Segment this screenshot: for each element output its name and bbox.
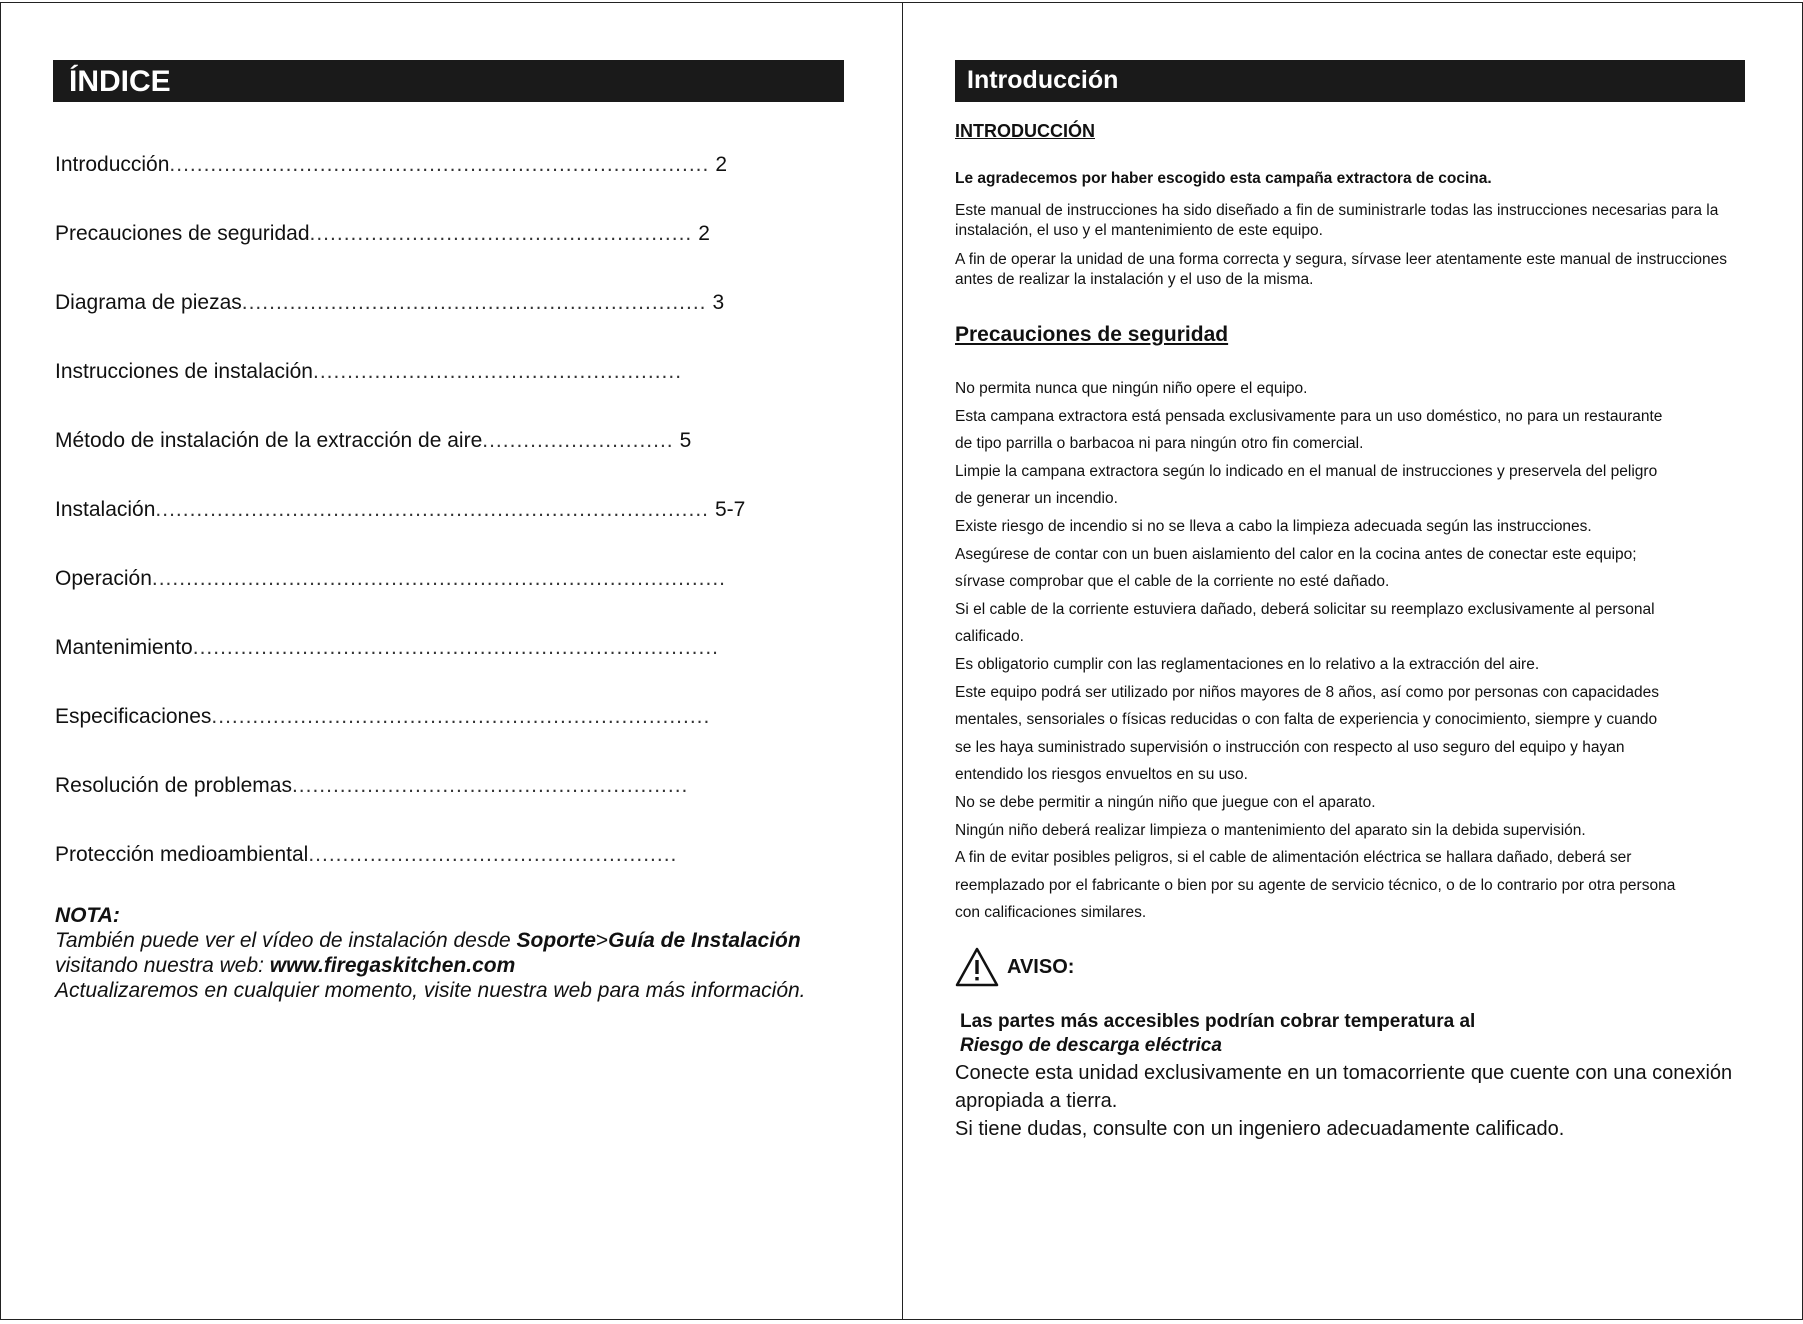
safety-line: mentales, sensoriales o físicas reducidas o con falta de experiencia y conocimiento, siempre y cuando [955,711,1658,729]
safety-line: de generar un incendio. [955,490,1118,508]
safety-line: Ningún niño deberá realizar limpieza o mantenimiento del aparato sin la debida supervisión. [955,821,1586,839]
warning-triangle-icon [955,947,999,987]
toc-item[interactable] [55,222,755,291]
note-line-2-text: visitando nuestra web: [55,954,270,977]
toc-item[interactable] [55,774,755,843]
warning-lines [960,1010,1475,1058]
note-line-1 [55,928,855,953]
toc-item-label: Resolución de problemas [55,774,292,797]
toc-item-label: Instrucciones de instalación [55,360,313,383]
warning-doubt-text: Si tiene dudas, consulte con un ingeniero adecuadamente calificado. [955,1118,1565,1140]
toc-item-label: Especificaciones [55,705,212,728]
table-of-contents [55,153,755,912]
safety-line: Existe riesgo de incendio si no se lleva a cabo la limpieza adecuada según las instrucciones. [955,517,1592,535]
safety-line: A fin de evitar posibles peligros, si el cable de alimentación eléctrica se hallara dañado, deberá ser [955,849,1632,867]
toc-item[interactable] [55,843,755,912]
safety-line: Si el cable de la corriente estuviera dañado, deberá solicitar su reemplazo exclusivamente al personal [955,600,1655,618]
toc-item-leader: ......................................................................... [211,705,711,728]
toc-item[interactable] [55,636,755,705]
toc-item[interactable] [55,153,755,222]
warning-hot-parts: Las partes más accesibles podrían cobrar temperatura al [960,1011,1476,1032]
toc-item-label: Introducción [55,153,170,176]
thanks-text: Le agradecemos por haber escogido esta campaña extractora de cocina. [955,170,1492,187]
note-separator: > [595,929,609,952]
safety-line: entendido los riesgos envueltos en su uso. [955,766,1248,784]
toc-item-page: 2 [698,222,710,245]
safety-heading: Precauciones de seguridad [955,323,1229,346]
toc-item-leader: ...................................................... [308,843,678,866]
toc-item[interactable] [55,291,755,360]
intro-paragraph-1: Este manual de instrucciones ha sido diseñado a fin de suministrarle todas las instrucciones necesarias para la instalación, el uso y el mantenimiento de este equipo. [955,202,1719,239]
toc-item-leader: .......................................................... [291,774,689,797]
safety-line: Asegúrese de contar con un buen aislamiento del calor en la cocina antes de conectar este equipo; [955,545,1637,563]
safety-line: de tipo parrilla o barbacoa ni para ningún otro fin comercial. [955,435,1364,453]
toc-item[interactable] [55,429,755,498]
index-title-bar [53,60,844,102]
safety-line: Este equipo podrá ser utilizado por niños mayores de 8 años, así como por personas con capacidades [955,683,1659,701]
toc-item-leader: .................................................................................... [151,567,726,590]
warning-label: AVISO: [1007,955,1075,978]
safety-line: con calificaciones similares. [955,904,1147,922]
safety-line: calificado. [955,628,1024,646]
toc-item-leader: .................................................................... [241,291,707,314]
toc-item-label: Diagrama de piezas [55,291,242,314]
warning-ground-text: Conecte esta unidad exclusivamente en un tomacorriente que cuente con una conexión apropiada a tierra. [955,1062,1733,1112]
intro-title: Introducción [967,66,1119,94]
safety-line: reemplazado por el fabricante o bien por su agente de servicio técnico, o de lo contrario por otra persona [955,876,1676,894]
toc-item-page: 5 [679,429,692,452]
toc-item-label: Precauciones de seguridad [55,222,310,245]
toc-item-page: 2 [715,153,728,176]
index-title: ÍNDICE [69,65,171,98]
toc-item[interactable] [55,705,755,774]
toc-item-leader: ............................ [482,429,674,452]
note-line-3: Actualizaremos en cualquier momento, visite nuestra web para más información. [55,979,806,1002]
toc-item[interactable] [55,567,755,636]
right-page [902,2,1803,1320]
toc-item[interactable] [55,360,755,429]
safety-line: Es obligatorio cumplir con las reglamentaciones en lo relativo a la extracción del aire. [955,655,1540,673]
safety-line: No se debe permitir a ningún niño que juegue con el aparato. [955,793,1376,811]
toc-item-label: Método de instalación de la extracción de aire [55,429,483,452]
intro-paragraph-2: A fin de operar la unidad de una forma correcta y segura, sírvase leer atentamente este manual de instrucciones antes de realizar la instalación y el uso de la misma. [955,251,1727,288]
safety-line: se les haya suministrado supervisión o instrucción con respecto al uso seguro del equipo y hayan [955,738,1625,756]
warning-shock-risk: Riesgo de descarga eléctrica [960,1035,1222,1056]
toc-item-leader: ............................................................................... [169,153,710,176]
warning-body [955,1059,1775,1143]
safety-line: Limpie la campana extractora según lo indicado en el manual de instrucciones y preservela del peligro [955,462,1658,480]
intro-heading: INTRODUCCIÓN [955,121,1095,141]
toc-item-leader: ........................................................ [309,222,693,245]
toc-item-leader: ...................................................... [312,360,683,383]
safety-line: No permita nunca que ningún niño opere el equipo. [955,380,1308,397]
toc-item-page: 3 [712,291,725,314]
toc-item-label: Operación [55,567,152,590]
toc-item-leader: ................................................................................. [155,498,709,521]
toc-item-label: Protección medioambiental [55,843,309,866]
safety-list [955,375,1775,927]
warning-header [955,947,1074,987]
toc-item[interactable] [55,498,755,567]
website-link[interactable]: www.firegaskitchen.com [269,954,516,977]
note-guide-link: Guía de Instalación [608,929,801,952]
toc-item-leader: ............................................................................. [192,636,720,659]
toc-item-label: Mantenimiento [55,636,193,659]
left-page [0,2,903,1320]
note-line-2 [55,953,855,978]
safety-line: sírvase comprobar que el cable de la corriente no esté dañado. [955,573,1390,591]
note-line-1-text: También puede ver el vídeo de instalación desde [55,929,517,952]
intro-title-bar [955,60,1745,102]
note-support-link: Soporte [516,929,596,952]
note-heading: NOTA: [55,904,120,927]
safety-line: Esta campana extractora está pensada exclusivamente para un uso doméstico, no para un restaurante [955,407,1663,425]
toc-item-page: 5-7 [715,498,746,521]
note-block [55,903,855,1003]
toc-item-label: Instalación [55,498,156,521]
